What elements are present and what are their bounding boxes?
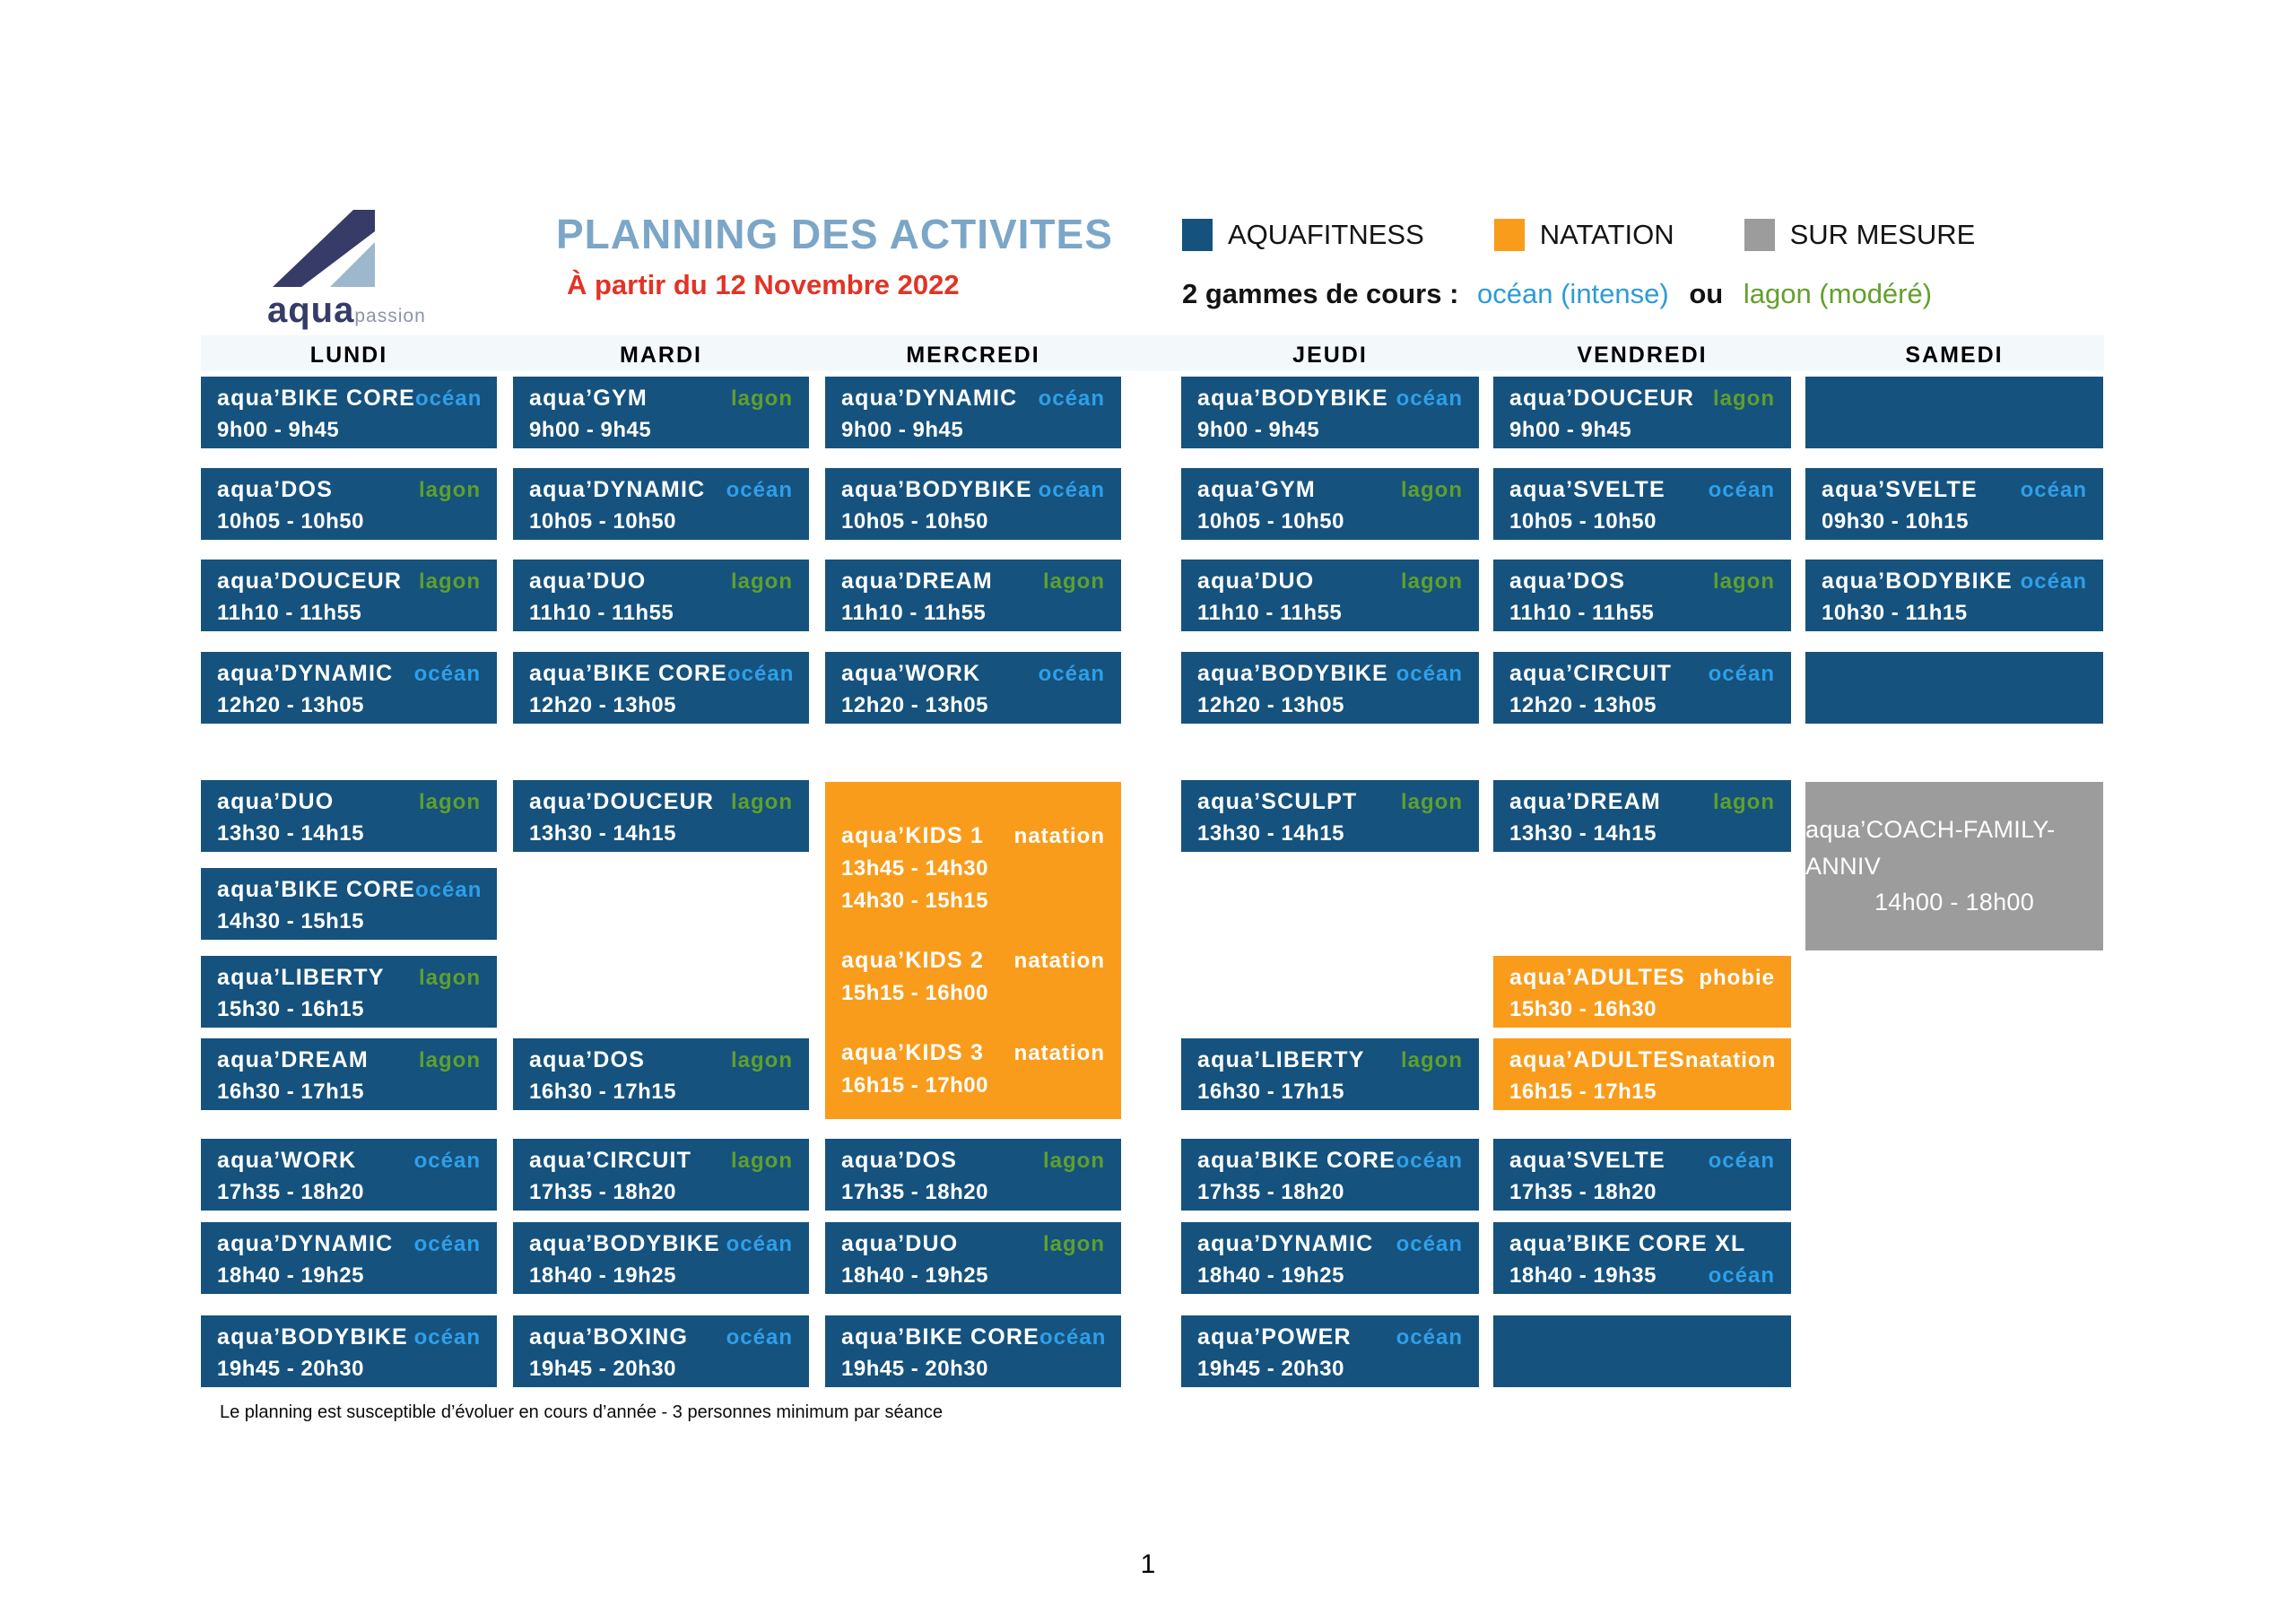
intensity-tag: océan <box>726 1232 793 1256</box>
activity-time: 12h20 - 13h05 <box>1197 693 1344 717</box>
activity-time: 16h15 - 17h00 <box>841 1073 988 1098</box>
intensity-tag: lagon <box>1713 569 1775 594</box>
intensity-tag: océan <box>1396 1149 1463 1173</box>
activity-name: aqua’BIKE CORE <box>841 1324 1039 1350</box>
activity-card <box>201 468 497 540</box>
activity-card <box>825 652 1121 724</box>
activity-card <box>1181 560 1479 631</box>
activity-name: aqua’DREAM <box>1509 789 1661 814</box>
course-ranges-prefix: 2 gammes de cours : <box>1182 278 1459 309</box>
day-header-lundi: LUNDI <box>309 343 388 368</box>
activity-card <box>201 1315 497 1387</box>
activity-name: aqua’GYM <box>529 386 648 411</box>
activity-card <box>513 468 809 540</box>
activity-time: 18h40 - 19h25 <box>529 1263 676 1288</box>
intensity-tag: océan <box>1038 662 1105 686</box>
activity-time: 19h45 - 20h30 <box>841 1357 988 1381</box>
activity-card <box>201 377 497 448</box>
activity-time: 17h35 - 18h20 <box>529 1180 676 1204</box>
activity-name: aqua’POWER <box>1197 1324 1352 1350</box>
activity-card <box>513 1222 809 1294</box>
intensity-tag: lagon <box>1401 569 1463 594</box>
activity-name: aqua’DREAM <box>217 1047 369 1072</box>
activity-name: aqua’BODYBIKE <box>841 477 1032 502</box>
activity-time: 9h00 - 9h45 <box>529 418 652 442</box>
activity-name: aqua’KIDS 1 <box>841 823 985 848</box>
activity-card <box>1493 560 1791 631</box>
activity-time: 16h15 - 17h15 <box>1509 1080 1657 1104</box>
activity-name: aqua’KIDS 3 <box>841 1040 985 1065</box>
activity-time: 12h20 - 13h05 <box>1509 693 1657 717</box>
activity-card <box>825 560 1121 631</box>
ocean-range-label: océan (intense) <box>1477 278 1669 309</box>
activity-time: 17h35 - 18h20 <box>841 1180 988 1204</box>
kids-course <box>841 948 1105 1006</box>
activity-card <box>201 1038 497 1110</box>
activity-name: aqua’BODYBIKE <box>1197 386 1388 411</box>
page-title: PLANNING DES ACTIVITES <box>556 211 1113 257</box>
empty-slot <box>1493 1315 1791 1387</box>
effective-date: À partir du 12 Novembre 2022 <box>567 269 960 300</box>
activity-name: aqua’DUO <box>841 1231 959 1256</box>
intensity-tag: océan <box>1708 662 1775 686</box>
activity-time: 15h30 - 16h30 <box>1509 997 1657 1021</box>
intensity-tag: océan <box>727 662 795 686</box>
intensity-tag: lagon <box>1401 1048 1463 1072</box>
activity-name: aqua’DYNAMIC <box>217 1231 394 1256</box>
activity-card <box>825 377 1121 448</box>
intensity-tag: natation <box>1013 949 1105 973</box>
activity-name: aqua’DUO <box>529 568 647 594</box>
activity-time: 18h40 - 19h35 océan <box>1509 1263 1775 1288</box>
intensity-tag: océan <box>1396 386 1463 411</box>
activity-card <box>825 1315 1121 1387</box>
activity-time: 9h00 - 9h45 <box>1197 418 1320 442</box>
activity-name: aqua’BODYBIKE <box>217 1324 408 1350</box>
activity-time: 11h10 - 11h55 <box>1197 601 1343 625</box>
activity-card <box>1181 1038 1479 1110</box>
legend-label: AQUAFITNESS <box>1228 219 1424 250</box>
intensity-tag: océan <box>1039 1325 1107 1350</box>
intensity-tag: natation <box>1013 824 1105 848</box>
activity-card <box>513 652 809 724</box>
activity-card <box>513 560 809 631</box>
legend-item-sur-mesure <box>1744 219 1976 251</box>
activity-name: aqua’LIBERTY <box>1197 1047 1365 1072</box>
activity-time: 9h00 - 9h45 <box>217 418 340 442</box>
activity-card <box>825 468 1121 540</box>
activity-name: aqua’SCULPT <box>1197 789 1358 814</box>
intensity-tag: lagon <box>1401 478 1463 502</box>
intensity-tag: océan <box>415 878 483 902</box>
activity-card <box>1181 1139 1479 1211</box>
intensity-tag: océan <box>413 1149 481 1173</box>
activity-card <box>1493 1139 1791 1211</box>
activity-name: aqua’DOUCEUR <box>217 568 403 594</box>
activity-time: 10h05 - 10h50 <box>217 509 364 534</box>
activity-name: aqua’DOS <box>841 1148 958 1173</box>
activity-card <box>201 652 497 724</box>
intensity-tag: océan <box>415 386 483 411</box>
activity-time: 19h45 - 20h30 <box>217 1357 364 1381</box>
day-header-mercredi: MERCREDI <box>906 343 1040 368</box>
activity-card <box>513 780 809 852</box>
activity-name: aqua’CIRCUIT <box>1509 661 1673 686</box>
sur-mesure-block <box>1805 782 2103 950</box>
activity-time: 14h30 - 15h15 <box>217 909 364 933</box>
activity-time: 16h30 - 17h15 <box>1197 1080 1344 1104</box>
activity-time: 17h35 - 18h20 <box>1197 1180 1344 1204</box>
intensity-tag: océan <box>1038 478 1105 502</box>
activity-time: 11h10 - 11h55 <box>529 601 674 625</box>
intensity-tag: océan <box>1396 1325 1463 1350</box>
activity-card <box>1805 468 2103 540</box>
activity-name: aqua’BIKE CORE <box>529 661 727 686</box>
intensity-tag: lagon <box>419 966 481 990</box>
intensity-tag: océan <box>726 1325 793 1350</box>
lagon-range-label: lagon (modéré) <box>1743 278 1933 309</box>
activity-name: aqua’DYNAMIC <box>217 661 394 686</box>
legend-item-natation <box>1494 219 1674 251</box>
day-header-vendredi: VENDREDI <box>1577 343 1708 368</box>
intensity-tag: lagon <box>731 569 793 594</box>
kids-course <box>841 823 1105 914</box>
activity-card <box>201 956 497 1028</box>
activity-card <box>1493 468 1791 540</box>
activity-name: aqua’DYNAMIC <box>529 477 706 502</box>
intensity-tag: océan <box>2020 478 2087 502</box>
intensity-tag: phobie <box>1699 966 1775 990</box>
activity-name: aqua’DOS <box>1509 568 1626 594</box>
activity-name: aqua’SVELTE <box>1509 1148 1665 1173</box>
activity-name: aqua’DYNAMIC <box>1197 1231 1374 1256</box>
activity-name: aqua’ADULTES <box>1509 965 1685 990</box>
activity-card <box>513 1139 809 1211</box>
activity-time: 13h30 - 14h15 <box>1197 821 1344 846</box>
intensity-tag: océan <box>726 478 793 502</box>
activity-card <box>201 560 497 631</box>
activity-name: aqua’COACH-FAMILY-ANNIV <box>1805 816 2056 880</box>
intensity-tag: lagon <box>1713 386 1775 411</box>
activity-name: aqua’WORK <box>217 1148 357 1173</box>
activity-time: 10h05 - 10h50 <box>529 509 676 534</box>
intensity-tag: lagon <box>731 1048 793 1072</box>
intensity-tag: océan <box>1708 478 1775 502</box>
activity-card <box>1493 1222 1791 1294</box>
activity-time: 12h20 - 13h05 <box>841 693 988 717</box>
activity-name: aqua’DOS <box>217 477 334 502</box>
intensity-tag: lagon <box>419 478 481 502</box>
activity-time: 12h20 - 13h05 <box>529 693 676 717</box>
activity-time: 15h15 - 16h00 <box>841 981 988 1005</box>
activity-time: 10h05 - 10h50 <box>1197 509 1344 534</box>
activity-time: 10h30 - 11h15 <box>1822 601 1968 625</box>
activity-card <box>513 1038 809 1110</box>
activity-card <box>513 1315 809 1387</box>
intensity-tag: lagon <box>1401 790 1463 814</box>
intensity-tag: lagon <box>419 569 481 594</box>
activity-time: 9h00 - 9h45 <box>1509 418 1632 442</box>
activity-card <box>1181 780 1479 852</box>
day-header-mardi: MARDI <box>620 343 702 368</box>
activity-time: 9h00 - 9h45 <box>841 418 964 442</box>
activity-time: 14h00 - 18h00 <box>1874 889 2035 916</box>
day-header-jeudi: JEUDI <box>1292 343 1368 368</box>
activity-time: 19h45 - 20h30 <box>529 1357 676 1381</box>
legend-label: NATATION <box>1539 219 1674 250</box>
activity-card <box>513 377 809 448</box>
activity-name: aqua’SVELTE <box>1822 477 1978 502</box>
activity-time: 13h30 - 14h15 <box>1509 821 1657 846</box>
activity-name: aqua’BODYBIKE <box>1197 661 1388 686</box>
activity-time: 13h45 - 14h30 <box>841 856 988 881</box>
activity-card <box>1805 560 2103 631</box>
natation-swatch <box>1494 219 1525 251</box>
activity-time: 16h30 - 17h15 <box>217 1080 364 1104</box>
intensity-tag: océan <box>413 662 481 686</box>
mountain-logo-graphic <box>265 204 431 290</box>
empty-slot <box>1805 377 2103 448</box>
activity-name: aqua’BIKE CORE XL <box>1509 1231 1746 1256</box>
activity-name: aqua’GYM <box>1197 477 1316 502</box>
activity-time: 15h30 - 16h15 <box>217 997 364 1021</box>
activity-name: aqua’BODYBIKE <box>529 1231 720 1256</box>
kids-course <box>841 1040 1105 1098</box>
page-number: 1 <box>1140 1549 1156 1579</box>
activity-time: 11h10 - 11h55 <box>1509 601 1655 625</box>
activity-card <box>201 1139 497 1211</box>
activity-name: aqua’DOUCEUR <box>529 789 715 814</box>
activity-name: aqua’SVELTE <box>1509 477 1665 502</box>
activity-card <box>1181 1315 1479 1387</box>
brand-logo <box>265 204 431 332</box>
intensity-tag: océan <box>1708 1149 1775 1173</box>
legend-label: SUR MESURE <box>1789 219 1976 250</box>
activity-card <box>1493 377 1791 448</box>
activity-card <box>825 1139 1121 1211</box>
sur-mesure-swatch <box>1744 219 1775 251</box>
activity-card <box>825 1222 1121 1294</box>
activity-name: aqua’DUO <box>217 789 335 814</box>
activity-card <box>1493 1038 1791 1110</box>
activity-name: aqua’BODYBIKE <box>1822 568 2013 594</box>
brand-name-suffix: passion <box>354 306 426 326</box>
legend <box>1182 219 2045 251</box>
activity-card <box>1181 652 1479 724</box>
activity-time: 18h40 - 19h25 <box>1197 1263 1344 1288</box>
activity-time: 14h30 - 15h15 <box>841 889 988 913</box>
activity-time: 11h10 - 11h55 <box>217 601 362 625</box>
activity-card <box>201 1222 497 1294</box>
intensity-tag: lagon <box>1043 1149 1105 1173</box>
empty-slot <box>1805 652 2103 724</box>
activity-name: aqua’WORK <box>841 661 981 686</box>
activity-time: 13h30 - 14h15 <box>217 821 364 846</box>
course-ranges-line <box>1182 278 1932 310</box>
activity-name: aqua’BIKE CORE <box>1197 1148 1396 1173</box>
intensity-tag: océan <box>1708 1263 1775 1288</box>
footer-note: Le planning est susceptible d’évoluer en cours d’année - 3 personnes minimum par séance <box>220 1402 944 1422</box>
activity-name: aqua’DOUCEUR <box>1509 386 1695 411</box>
activity-card <box>201 780 497 852</box>
activity-card <box>1181 377 1479 448</box>
activity-name: aqua’KIDS 2 <box>841 948 985 973</box>
activity-time: 18h40 - 19h25 <box>841 1263 988 1288</box>
kids-natation-block <box>825 782 1121 1119</box>
activity-time: 12h20 - 13h05 <box>217 693 364 717</box>
intensity-tag: lagon <box>1713 790 1775 814</box>
intensity-tag: lagon <box>731 1149 793 1173</box>
activity-time: 16h30 - 17h15 <box>529 1080 676 1104</box>
day-header-samedi: SAMEDI <box>1905 343 2004 368</box>
legend-item-aquafitness <box>1182 219 1424 251</box>
activity-card <box>1181 468 1479 540</box>
activity-name: aqua’DUO <box>1197 568 1315 594</box>
activity-name: aqua’DYNAMIC <box>841 386 1018 411</box>
intensity-tag: océan <box>413 1325 481 1350</box>
activity-time: 17h35 - 18h20 <box>217 1180 364 1204</box>
activity-name: aqua’BOXING <box>529 1324 689 1350</box>
brand-name: aqua <box>267 291 355 330</box>
activity-time: 17h35 - 18h20 <box>1509 1180 1657 1204</box>
activity-time: 10h05 - 10h50 <box>1509 509 1657 534</box>
activity-time: 18h40 - 19h25 <box>217 1263 364 1288</box>
intensity-tag: océan <box>1396 1232 1463 1256</box>
activity-card <box>1181 1222 1479 1294</box>
intensity-tag: lagon <box>731 790 793 814</box>
intensity-tag: océan <box>1396 662 1463 686</box>
activity-card <box>201 868 497 940</box>
intensity-tag: lagon <box>731 386 793 411</box>
activity-name: aqua’CIRCUIT <box>529 1148 692 1173</box>
intensity-tag: natation <box>1013 1041 1105 1065</box>
activity-time: 09h30 - 10h15 <box>1822 509 1969 534</box>
activity-name: aqua’LIBERTY <box>217 965 385 990</box>
intensity-tag: océan <box>1038 386 1105 411</box>
intensity-tag: océan <box>2020 569 2087 594</box>
activity-card <box>1493 652 1791 724</box>
activity-time: 10h05 - 10h50 <box>841 509 988 534</box>
intensity-tag: lagon <box>1043 569 1105 594</box>
activity-time: 11h10 - 11h55 <box>841 601 987 625</box>
intensity-tag: lagon <box>1043 1232 1105 1256</box>
intensity-tag: natation <box>1684 1048 1777 1072</box>
activity-name: aqua’DREAM <box>841 568 993 594</box>
activity-name: aqua’BIKE CORE <box>217 877 415 902</box>
intensity-tag: lagon <box>419 1048 481 1072</box>
intensity-tag: lagon <box>419 790 481 814</box>
activity-card <box>1493 956 1791 1028</box>
activity-time: 19h45 - 20h30 <box>1197 1357 1344 1381</box>
activity-name: aqua’DOS <box>529 1047 646 1072</box>
aquafitness-swatch <box>1182 219 1213 251</box>
activity-card <box>1493 780 1791 852</box>
activity-name: aqua’ADULTES <box>1509 1047 1685 1072</box>
intensity-tag: océan <box>413 1232 481 1256</box>
ou-word: ou <box>1689 278 1724 309</box>
activity-name: aqua’BIKE CORE <box>217 386 415 411</box>
activity-time: 13h30 - 14h15 <box>529 821 676 846</box>
